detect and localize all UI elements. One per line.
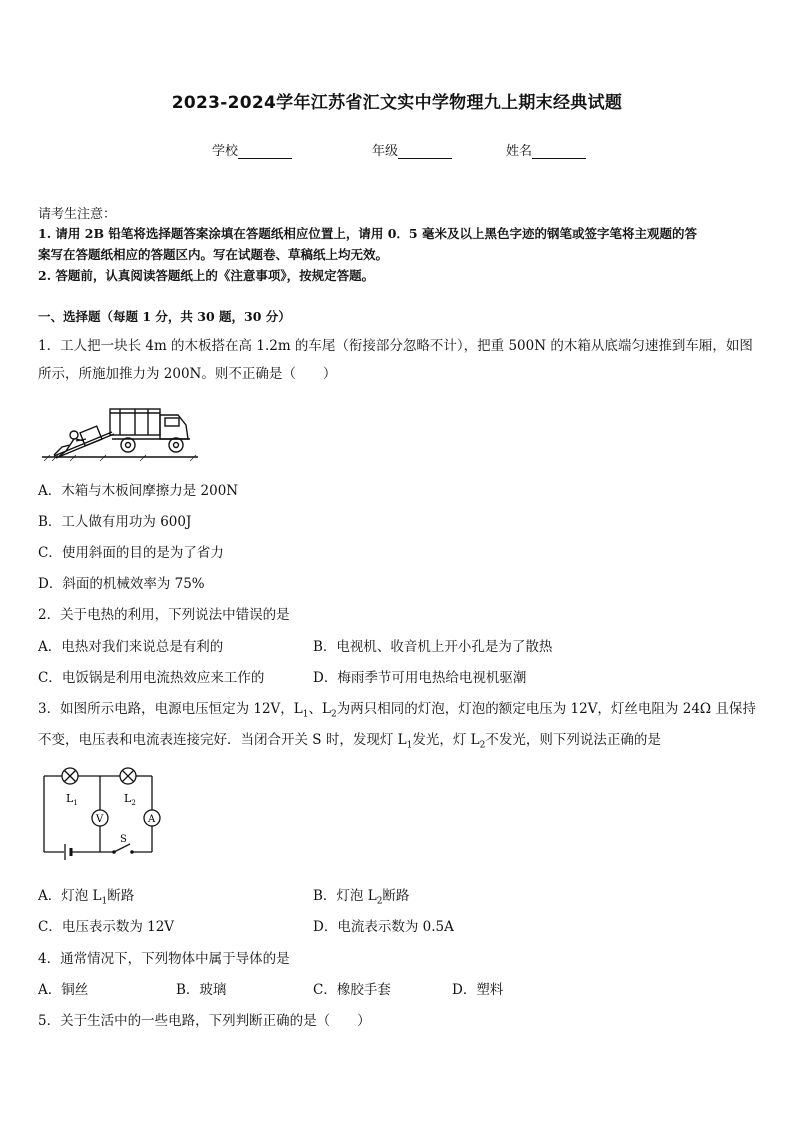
q4-option-c: C．橡胶手套	[313, 982, 391, 998]
q3-option-c: C．电压表示数为 12V	[38, 919, 175, 935]
name-label: 姓名	[506, 144, 533, 159]
q3-line1-part1: 3．如图所示电路，电源电压恒定为 12V，L	[38, 701, 303, 717]
q3-line2-part1: 不变，电压表和电流表连接完好．当闭合开关 S 时，发现灯 L	[38, 732, 407, 748]
q3-b-sub: 2	[376, 896, 383, 907]
q1-option-a: A．木箱与木板间摩擦力是 200N	[38, 483, 239, 499]
q3-line2-part2: 发光，灯 L	[412, 732, 480, 748]
q3-line2-sub2: 2	[479, 740, 486, 751]
q3-stem-line2	[38, 728, 661, 751]
notice-line-1b: 案写在答题纸相应的答题区内。写在试题卷、草稿纸上均无效。	[38, 247, 389, 262]
q3-option-d: D．电流表示数为 0.5A	[313, 919, 454, 935]
truck-incline-figure	[40, 395, 200, 465]
grade-label: 年级	[372, 144, 399, 159]
q2-option-a: A．电热对我们来说总是有利的	[38, 639, 224, 655]
q4-option-a: A．铜丝	[38, 982, 89, 998]
q3-option-b	[313, 884, 409, 907]
q3-a-text-end: 断路	[107, 888, 135, 904]
q4-stem: 4．通常情况下，下列物体中属于导体的是	[38, 951, 290, 967]
q1-option-b: B．工人做有用功为 600J	[38, 514, 192, 530]
school-field	[212, 140, 292, 159]
q3-b-text-end: 断路	[382, 888, 410, 904]
q1-stem-line2: 所示，所施加推力为 200N。则不正确是（ ）	[38, 366, 337, 382]
circuit-diagram	[36, 762, 166, 866]
q1-stem-line1: 1．工人把一块长 4m 的木板搭在高 1.2m 的车尾（衔接部分忽略不计），把重 500N 的木箱从底端匀速推到车厢，如图	[38, 338, 753, 354]
q3-line1-sub2: 2	[330, 709, 337, 720]
q3-stem-line1	[38, 697, 756, 720]
notice-heading: 请考生注意：	[38, 207, 117, 222]
q2-option-d: D．梅雨季节可用电热给电视机驱潮	[313, 670, 527, 686]
svg-text:L2	[124, 792, 136, 807]
q3-a-sub: 1	[101, 896, 108, 907]
q1-option-c: C．使用斜面的目的是为了省力	[38, 545, 224, 561]
q4-option-d: D．塑料	[452, 982, 504, 998]
q3-b-text: B．灯泡 L	[313, 888, 377, 904]
q2-stem: 2．关于电热的利用，下列说法中错误的是	[38, 607, 290, 623]
q2-option-c: C．电饭锅是利用电流热效应来工作的	[38, 670, 265, 686]
l2-sub: 2	[131, 799, 136, 807]
q5-stem: 5．关于生活中的一些电路，下列判断正确的是（ ）	[38, 1013, 371, 1029]
q3-line1-part3: 为两只相同的灯泡，灯泡的额定电压为 12V，灯丝电阻为 24Ω 且保持	[336, 701, 756, 717]
name-field	[506, 140, 586, 159]
grade-field	[372, 140, 452, 159]
section-heading: 一、选择题（每题 1 分，共 30 题，30 分）	[38, 309, 291, 324]
l2-label: L	[124, 792, 132, 805]
svg-text:L1	[66, 792, 78, 807]
notice-line-2: 2. 答题前，认真阅读答题纸上的《注意事项》，按规定答题。	[38, 268, 375, 283]
ammeter-label: A	[148, 814, 156, 825]
q3-a-text: A．灯泡 L	[38, 888, 102, 904]
voltmeter-label: V	[96, 814, 104, 825]
notice-line-1a: 1. 请用 2B 铅笔将选择题答案涂填在答题纸相应位置上，请用 0．5 毫米及以上黑色字迹的钢笔或签字笔将主观题的答	[38, 226, 697, 241]
q1-option-d: D．斜面的机械效率为 75%	[38, 576, 205, 592]
q3-option-a	[38, 884, 134, 907]
q3-line2-part3: 不发光，则下列说法正确的是	[485, 732, 661, 748]
school-blank	[238, 146, 292, 159]
l1-label: L	[66, 792, 74, 805]
school-label: 学校	[212, 144, 239, 159]
grade-blank	[398, 146, 452, 159]
switch-label: S	[120, 834, 127, 845]
q3-line2-sub1: 1	[406, 740, 413, 751]
q3-line1-part2: 、L	[308, 701, 331, 717]
name-blank	[532, 146, 586, 159]
page-title: 2023-2024学年江苏省汇文实中学物理九上期末经典试题	[171, 93, 623, 113]
q3-line1-sub1: 1	[302, 709, 309, 720]
q2-option-b: B．电视机、收音机上开小孔是为了散热	[313, 639, 553, 655]
l1-sub: 1	[73, 799, 78, 807]
q4-option-b: B．玻璃	[176, 982, 227, 998]
